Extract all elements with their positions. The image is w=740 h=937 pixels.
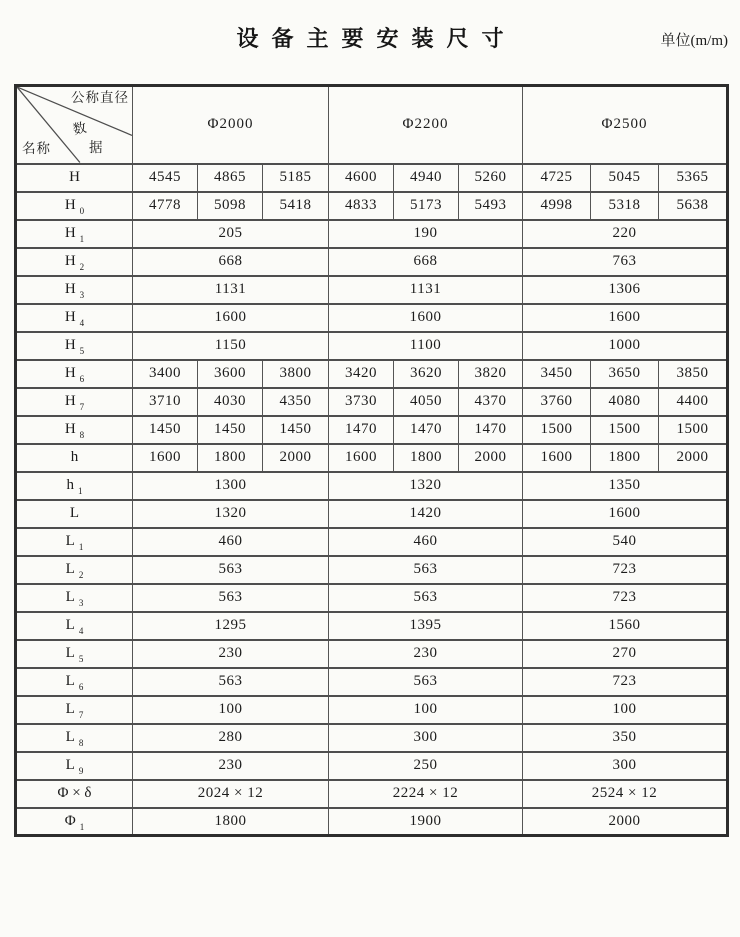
value-cell: 3800 <box>263 360 329 388</box>
row-label-base: L <box>65 561 75 577</box>
value-cell: 4400 <box>659 388 728 416</box>
value-cell-merged: 1320 <box>329 472 523 500</box>
table-row <box>16 696 728 724</box>
value-cell-merged: 1800 <box>133 808 329 836</box>
value-cell: 1450 <box>263 416 329 444</box>
value-cell-merged: 563 <box>133 584 329 612</box>
value-cell-merged: 668 <box>329 248 523 276</box>
row-label-subscript: 7 <box>79 402 85 412</box>
row-label <box>16 612 133 640</box>
row-label-base: L <box>65 757 75 773</box>
value-cell: 1470 <box>459 416 523 444</box>
row-label-base: Φ <box>64 812 76 829</box>
table-row <box>16 640 728 668</box>
row-label-base: L <box>65 673 75 689</box>
value-cell-merged: 668 <box>133 248 329 276</box>
row-label <box>16 360 133 388</box>
value-cell-merged: 100 <box>329 696 523 724</box>
value-cell-merged: 563 <box>133 668 329 696</box>
value-cell-merged: 1395 <box>329 612 523 640</box>
value-cell-merged: 1295 <box>133 612 329 640</box>
value-cell-merged: 1600 <box>329 304 523 332</box>
row-label-subscript: 4 <box>78 626 84 636</box>
table-row <box>16 500 728 528</box>
row-label <box>16 696 133 724</box>
value-cell: 2000 <box>459 444 523 472</box>
value-cell-merged: 1900 <box>329 808 523 836</box>
value-cell-merged: 230 <box>133 752 329 780</box>
value-cell-merged: 723 <box>523 584 728 612</box>
row-label <box>16 752 133 780</box>
value-cell: 3650 <box>591 360 659 388</box>
value-cell-merged: 1600 <box>133 304 329 332</box>
row-label-base: Φ × δ <box>57 785 92 801</box>
value-cell-merged: 2024 × 12 <box>133 780 329 808</box>
value-cell-merged: 250 <box>329 752 523 780</box>
corner-header-cell <box>16 86 133 164</box>
row-label-subscript: 2 <box>78 570 84 580</box>
row-label <box>16 332 133 360</box>
row-label-subscript: 8 <box>79 430 85 440</box>
row-label-subscript: 6 <box>79 374 85 384</box>
value-cell-merged: 300 <box>523 752 728 780</box>
row-label-base: H <box>64 421 76 437</box>
table-row <box>16 276 728 304</box>
table-row <box>16 164 728 192</box>
row-label-base: L <box>65 729 75 745</box>
table-row <box>16 584 728 612</box>
value-cell-merged: 723 <box>523 668 728 696</box>
value-cell-merged: 220 <box>523 220 728 248</box>
value-cell: 1450 <box>198 416 263 444</box>
row-label <box>16 276 133 304</box>
value-cell-merged: 1100 <box>329 332 523 360</box>
value-cell-merged: 1300 <box>133 472 329 500</box>
table-row <box>16 444 728 472</box>
row-label-base: L <box>69 505 80 521</box>
table-row <box>16 332 728 360</box>
row-label-subscript: 1 <box>78 486 83 496</box>
row-label <box>16 640 133 668</box>
value-cell-merged: 460 <box>133 528 329 556</box>
value-cell-merged: 763 <box>523 248 728 276</box>
value-cell: 4778 <box>133 192 198 220</box>
row-label-subscript: 3 <box>79 290 85 300</box>
value-cell-merged: 1000 <box>523 332 728 360</box>
row-label-subscript: 3 <box>78 598 84 608</box>
value-cell: 1600 <box>523 444 591 472</box>
value-cell-merged: 100 <box>133 696 329 724</box>
value-cell: 4030 <box>198 388 263 416</box>
column-header-phi2000: Φ2000 <box>133 86 329 164</box>
corner-label-nominal-diameter: 公称直径 <box>71 90 129 105</box>
value-cell-merged: 1306 <box>523 276 728 304</box>
value-cell: 5173 <box>394 192 459 220</box>
value-cell-merged: 563 <box>329 668 523 696</box>
dimensions-table <box>14 84 729 837</box>
value-cell-merged: 1420 <box>329 500 523 528</box>
value-cell: 3820 <box>459 360 523 388</box>
row-label-base: H <box>64 309 76 325</box>
row-label <box>16 192 133 220</box>
value-cell: 1500 <box>659 416 728 444</box>
value-cell: 5493 <box>459 192 523 220</box>
unit-label: 单位(m/m) <box>660 33 728 49</box>
row-label-base: h <box>66 477 74 493</box>
value-cell-merged: 230 <box>329 640 523 668</box>
value-cell: 5098 <box>198 192 263 220</box>
table-row <box>16 248 728 276</box>
row-label-base: L <box>65 701 75 717</box>
value-cell-merged: 1150 <box>133 332 329 360</box>
value-cell: 3850 <box>659 360 728 388</box>
row-label <box>16 500 133 528</box>
page-title: 设备主要安装尺寸 <box>236 26 517 51</box>
value-cell-merged: 270 <box>523 640 728 668</box>
value-cell: 1800 <box>394 444 459 472</box>
table-row <box>16 556 728 584</box>
row-label-base: H <box>64 225 76 241</box>
table-row <box>16 220 728 248</box>
value-cell: 4998 <box>523 192 591 220</box>
value-cell-merged: 563 <box>133 556 329 584</box>
row-label-subscript: 9 <box>78 766 84 776</box>
column-header-phi2500: Φ2500 <box>523 86 728 164</box>
value-cell: 5418 <box>263 192 329 220</box>
row-label-base: L <box>65 645 75 661</box>
corner-label-data-char2: 据 <box>89 140 104 155</box>
value-cell-merged: 1131 <box>133 276 329 304</box>
row-label <box>16 388 133 416</box>
table-row <box>16 612 728 640</box>
table-row <box>16 528 728 556</box>
row-label-base: H <box>69 169 80 185</box>
value-cell-merged: 1131 <box>329 276 523 304</box>
table-row <box>16 472 728 500</box>
row-label-subscript: 1 <box>79 821 85 832</box>
value-cell-merged: 723 <box>523 556 728 584</box>
row-label-base: H <box>64 281 76 297</box>
value-cell: 4545 <box>133 164 198 192</box>
row-label-subscript: 1 <box>78 542 84 552</box>
value-cell: 3400 <box>133 360 198 388</box>
value-cell-merged: 563 <box>329 556 523 584</box>
table-row <box>16 668 728 696</box>
value-cell-merged: 1600 <box>523 500 728 528</box>
value-cell-merged: 460 <box>329 528 523 556</box>
corner-label-data-char1: 数 <box>71 119 89 138</box>
value-cell-merged: 1560 <box>523 612 728 640</box>
value-cell: 3420 <box>329 360 394 388</box>
value-cell: 1600 <box>133 444 198 472</box>
value-cell: 2000 <box>659 444 728 472</box>
value-cell: 1800 <box>198 444 263 472</box>
value-cell-merged: 1350 <box>523 472 728 500</box>
row-label <box>16 304 133 332</box>
value-cell-merged: 190 <box>329 220 523 248</box>
table-row <box>16 304 728 332</box>
value-cell: 4865 <box>198 164 263 192</box>
column-header-phi2200: Φ2200 <box>329 86 523 164</box>
value-cell: 1500 <box>591 416 659 444</box>
row-label-base: H <box>64 365 76 381</box>
row-label <box>16 444 133 472</box>
value-cell: 4940 <box>394 164 459 192</box>
table-row <box>16 780 728 808</box>
value-cell: 4600 <box>329 164 394 192</box>
value-cell: 1470 <box>394 416 459 444</box>
value-cell: 4725 <box>523 164 591 192</box>
row-label-base: H <box>64 197 76 213</box>
value-cell: 1450 <box>133 416 198 444</box>
row-label <box>16 668 133 696</box>
row-label <box>16 220 133 248</box>
table-row <box>16 752 728 780</box>
row-label <box>16 472 133 500</box>
value-cell: 1500 <box>523 416 591 444</box>
row-label <box>16 164 133 192</box>
row-label-base: H <box>64 337 76 353</box>
header-row <box>16 86 728 164</box>
table-row <box>16 416 728 444</box>
value-cell: 4350 <box>263 388 329 416</box>
value-cell: 5045 <box>591 164 659 192</box>
value-cell-merged: 350 <box>523 724 728 752</box>
row-label-subscript: 0 <box>79 206 85 216</box>
row-label <box>16 584 133 612</box>
value-cell: 4370 <box>459 388 523 416</box>
row-label-subscript: 2 <box>79 262 85 272</box>
table-body <box>16 164 728 836</box>
row-label-subscript: 5 <box>78 654 84 664</box>
value-cell: 1470 <box>329 416 394 444</box>
row-label <box>16 416 133 444</box>
row-label-base: L <box>65 617 75 633</box>
corner-label-name: 名称 <box>22 141 51 156</box>
table-row <box>16 360 728 388</box>
row-label-subscript: 6 <box>78 682 84 692</box>
value-cell: 5365 <box>659 164 728 192</box>
value-cell: 3620 <box>394 360 459 388</box>
row-label <box>16 556 133 584</box>
value-cell-merged: 2000 <box>523 808 728 836</box>
value-cell-merged: 205 <box>133 220 329 248</box>
value-cell: 2000 <box>263 444 329 472</box>
value-cell: 5260 <box>459 164 523 192</box>
row-label-base: L <box>65 589 75 605</box>
value-cell: 1800 <box>591 444 659 472</box>
value-cell-merged: 540 <box>523 528 728 556</box>
value-cell: 1600 <box>329 444 394 472</box>
row-label-base: h <box>70 449 79 465</box>
value-cell: 3710 <box>133 388 198 416</box>
value-cell: 4080 <box>591 388 659 416</box>
value-cell: 5638 <box>659 192 728 220</box>
row-label-base: L <box>65 533 75 549</box>
value-cell: 3730 <box>329 388 394 416</box>
row-label <box>16 248 133 276</box>
value-cell-merged: 1320 <box>133 500 329 528</box>
value-cell: 5185 <box>263 164 329 192</box>
row-label <box>16 780 133 808</box>
table-row <box>16 808 728 836</box>
value-cell-merged: 2224 × 12 <box>329 780 523 808</box>
value-cell-merged: 2524 × 12 <box>523 780 728 808</box>
value-cell: 3450 <box>523 360 591 388</box>
value-cell: 3760 <box>523 388 591 416</box>
row-label-subscript: 5 <box>79 346 85 356</box>
value-cell: 4050 <box>394 388 459 416</box>
value-cell-merged: 563 <box>329 584 523 612</box>
row-label <box>16 724 133 752</box>
row-label <box>16 808 133 836</box>
value-cell: 3600 <box>198 360 263 388</box>
value-cell-merged: 300 <box>329 724 523 752</box>
table-row <box>16 724 728 752</box>
value-cell: 5318 <box>591 192 659 220</box>
value-cell: 4833 <box>329 192 394 220</box>
row-label-base: H <box>64 253 76 269</box>
table-row <box>16 388 728 416</box>
table-row <box>16 192 728 220</box>
value-cell-merged: 280 <box>133 724 329 752</box>
row-label-base: H <box>64 393 76 409</box>
value-cell-merged: 1600 <box>523 304 728 332</box>
row-label-subscript: 1 <box>79 234 85 244</box>
value-cell-merged: 230 <box>133 640 329 668</box>
value-cell-merged: 100 <box>523 696 728 724</box>
row-label-subscript: 7 <box>78 710 84 720</box>
row-label-subscript: 8 <box>78 738 84 748</box>
row-label-subscript: 4 <box>79 318 85 328</box>
row-label <box>16 528 133 556</box>
